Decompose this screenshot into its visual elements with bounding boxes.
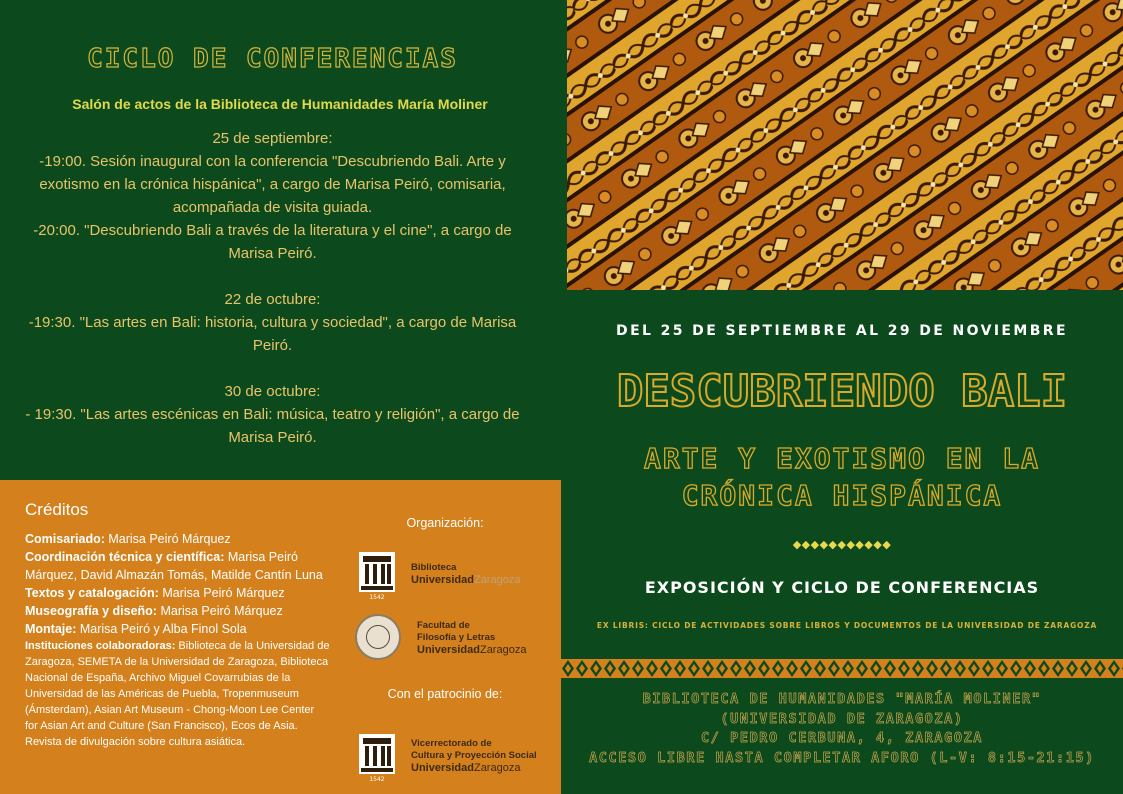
logo-line: Zaragoza bbox=[479, 644, 527, 656]
logo-line: Universidad bbox=[417, 644, 480, 656]
session-item: -20:00. "Descubriendo Bali a través de la literatura y el cine", a cargo de Marisa Peiró. bbox=[33, 222, 512, 262]
session-date: 30 de octubre: bbox=[224, 383, 321, 400]
credit-label: Coordinación técnica y científica: bbox=[25, 550, 225, 564]
organization-label: Organización: bbox=[406, 516, 484, 530]
biblioteca-logo bbox=[355, 544, 545, 600]
exhibition-subtitle bbox=[561, 440, 1123, 514]
conference-venue: Salón de actos de la Biblioteca de Humanidades María Moliner bbox=[72, 96, 488, 112]
credit-label: Instituciones colaboradoras: bbox=[25, 640, 176, 652]
conference-title: CICLO DE CONFERENCIAS bbox=[87, 44, 458, 74]
credits-panel bbox=[0, 480, 561, 794]
logo-line: Biblioteca bbox=[411, 562, 457, 573]
credit-row bbox=[25, 530, 330, 548]
crest-year: 1542 bbox=[369, 594, 385, 600]
logo-line: Universidad bbox=[411, 574, 474, 586]
exhibition-type: EXPOSICIÓN Y CICLO DE CONFERENCIAS bbox=[644, 578, 1040, 597]
subtitle-line: CRÓNICA HISPÁNICA bbox=[681, 479, 1003, 512]
credit-value: Marisa Peiró Márquez bbox=[104, 532, 231, 546]
credits-list bbox=[25, 530, 330, 750]
credit-label: Textos y catalogación: bbox=[25, 586, 159, 600]
credit-row bbox=[25, 548, 330, 584]
session-date: 22 de octubre: bbox=[224, 291, 321, 308]
session-item: - 19:30. "Las artes escénicas en Bali: música, teatro y religión", a cargo de Marisa Peiró. bbox=[25, 406, 520, 446]
ornamental-band bbox=[561, 657, 1123, 680]
venue-line: BIBLIOTECA DE HUMANIDADES "MARÍA MOLINER" bbox=[642, 691, 1042, 707]
credit-row bbox=[25, 638, 330, 750]
exhibition-title: DESCUBRIENDO BALI bbox=[616, 366, 1068, 417]
vicerrectorado-logo bbox=[355, 726, 545, 782]
batik-image bbox=[567, 0, 1123, 290]
credit-value: Marisa Peiró Márquez bbox=[156, 604, 283, 618]
batik-pattern-icon bbox=[567, 0, 1123, 290]
diamond-band-icon bbox=[561, 657, 1123, 680]
exlibris-line: EX LIBRIS: CICLO DE ACTIVIDADES SOBRE LIBROS Y DOCUMENTOS DE LA UNIVERSIDAD DE ZARAGOZA bbox=[596, 621, 1098, 630]
logo-line: Cultura y Proyección Social bbox=[411, 750, 537, 761]
credit-value: Marisa Peiró Márquez bbox=[158, 586, 285, 600]
conference-panel bbox=[0, 0, 561, 480]
logo-line: Universidad bbox=[411, 762, 474, 774]
credit-row bbox=[25, 620, 330, 638]
credit-value: Biblioteca de la Universidad de Zaragoza, SEMETA de la Universidad de Zaragoza, Biblioteca Nacional de España, Archivo Miguel Covarrubias de la Universidad de las Américas de Puebla, Tropenmuseum (Ámsterdam), Asian Art Museum - Chong-Moon Lee Center for Asian Art and Culture (San Francisco), Ecos de Asia. Revista de divulgación sobre cultura asiática. bbox=[25, 640, 330, 748]
credit-row bbox=[25, 602, 330, 620]
session-item: -19:30. "Las artes en Bali: historia, cultura y sociedad", a cargo de Marisa Peiró. bbox=[28, 314, 517, 354]
credit-row bbox=[25, 584, 330, 602]
credit-label: Museografía y diseño: bbox=[25, 604, 157, 618]
credits-title: Créditos bbox=[25, 500, 89, 519]
conference-program bbox=[20, 127, 525, 449]
venue-line: C/ PEDRO CERBUNA, 4, ZARAGOZA bbox=[700, 730, 984, 746]
logo-line: Vicerrectorado de bbox=[411, 738, 492, 749]
logo-line: Zaragoza bbox=[473, 574, 521, 586]
session-item: -19:00. Sesión inaugural con la conferencia "Descubriendo Bali. Arte y exotismo en la crónica hispánica", a cargo de Marisa Peiró, comisaria, acompañada de visita guiada. bbox=[39, 153, 506, 216]
session-date: 25 de septiembre: bbox=[212, 130, 333, 147]
credit-label: Comisariado: bbox=[25, 532, 105, 546]
faculty-seal-icon bbox=[355, 614, 401, 660]
logo-line: Facultad de bbox=[417, 620, 470, 631]
university-crest-icon bbox=[355, 544, 399, 600]
exhibition-venue bbox=[561, 690, 1123, 768]
venue-line: (UNIVERSIDAD DE ZARAGOZA) bbox=[720, 710, 964, 727]
credit-value: Marisa Peiró Márquez, David Almazán Tomás, Matilde Cantín Luna bbox=[25, 550, 323, 582]
subtitle-line: ARTE Y EXOTISMO EN LA bbox=[643, 442, 1040, 475]
university-crest-icon bbox=[355, 726, 399, 782]
crest-year: 1542 bbox=[369, 776, 385, 782]
exhibition-dates: DEL 25 DE SEPTIEMBRE AL 29 DE NOVIEMBRE bbox=[616, 323, 1068, 339]
diamond-divider: ◆◆◆◆◆◆◆◆◆◆◆ bbox=[792, 538, 892, 551]
venue-line: ACCESO LIBRE HASTA COMPLETAR AFORO (L-V: 8:15-21:15) bbox=[589, 749, 1095, 766]
facultad-logo bbox=[355, 612, 545, 668]
logo-line: Zaragoza bbox=[473, 762, 521, 774]
credit-value: Marisa Peiró y Alba Finol Sola bbox=[76, 622, 247, 636]
patronage-label: Con el patrocinio de: bbox=[387, 687, 503, 701]
credit-label: Montaje: bbox=[25, 622, 77, 636]
logo-line: Filosofía y Letras bbox=[417, 632, 496, 643]
